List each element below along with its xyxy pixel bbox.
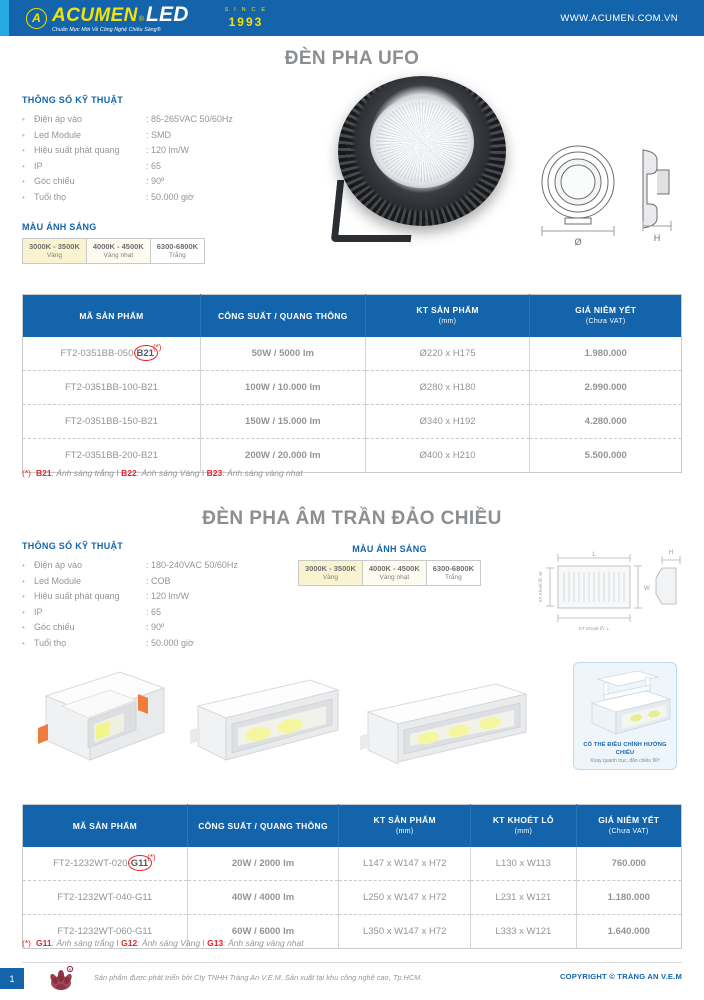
dimension-diagram-downlight [530, 546, 690, 641]
bullet-icon: • [22, 146, 25, 155]
footnote-ufo [22, 468, 303, 478]
spec-label: Hiệu suất phát quang [34, 145, 120, 155]
spec-value: : SMD [146, 129, 172, 140]
col-header-cutout: KT KHOÉT LỖ (mm) [471, 805, 576, 848]
section-title-downlight: ĐÈN PHA ÂM TRẦN ĐẢO CHIỀU [202, 508, 502, 529]
cct-name: Trắng [445, 574, 462, 581]
footnote-separator: I [116, 938, 119, 948]
footnote-separator: I [201, 468, 205, 478]
spec-row [22, 112, 233, 128]
spec-row [22, 159, 233, 175]
bullet-icon: • [22, 561, 25, 570]
header-accent-bar [0, 0, 9, 36]
footnote-code: B22 [121, 468, 137, 478]
product-photo-downlight-40w [186, 672, 346, 787]
spec-label: Led Module [34, 575, 82, 586]
cct-kelvin: 6300-6800K [156, 242, 199, 251]
spec-value: : 120 lm/W [146, 145, 190, 155]
footer-copyright: COPYRIGHT © TRÀNG AN V.E.M [559, 972, 682, 981]
cct-name: Vàng nhạt [103, 252, 134, 259]
cell-size: L350 x W147 x H72 [339, 915, 471, 949]
callout-subtitle: Xoay quanh trục, đảo chiều 90º [590, 758, 660, 764]
table-row [23, 847, 682, 881]
spec-value: : 50.000 giờ [146, 191, 194, 202]
dim-label-length: L [592, 552, 596, 558]
page-header [0, 0, 704, 36]
callout-title: CÓ THỂ ĐIỀU CHỈNH HƯỚNG CHIẾU [583, 742, 667, 756]
footnote-star: (*) [22, 468, 31, 478]
footnote-marker-icon: (*) [152, 343, 162, 352]
footer-divider [22, 962, 682, 963]
spec-row [22, 190, 233, 206]
bullet-icon: • [22, 607, 25, 617]
brand-led: LED [145, 2, 189, 26]
svg-text:R: R [68, 968, 72, 972]
table-row [23, 405, 682, 439]
dim-label-height: H [668, 550, 674, 556]
spec-value: : COB [146, 575, 171, 586]
brand-name: ACUMEN [52, 4, 138, 26]
spec-heading: THÔNG SỐ KỸ THUẬT [22, 541, 124, 551]
spec-value: : 180-240VAC 50/60Hz [146, 560, 238, 570]
col-header-power: CÔNG SUẤT / QUANG THÔNG [187, 805, 339, 848]
table-header-row [23, 805, 682, 848]
bullet-icon: • [22, 115, 25, 124]
dim-label-cut-width: KT Khoét lỗ: W [538, 571, 543, 603]
cell-size: Ø220 x H175 [365, 337, 530, 371]
spec-value: : 65 [146, 160, 162, 171]
spec-label: Led Module [34, 129, 82, 140]
cct-name: Vàng nhạt [379, 574, 410, 581]
cct-swatch-warm [298, 560, 363, 586]
cell-code: FT2-0351BB-050-B21(*) [23, 337, 201, 371]
footnote-code: G12 [121, 938, 138, 948]
cct-block-ufo [22, 222, 205, 264]
since-year: 1993 [228, 14, 264, 29]
cell-code: FT2-0351BB-150-B21 [23, 405, 201, 439]
brand-tagline: Chuẩn Mực Mới Về Công Nghệ Chiếu Sáng® [52, 26, 161, 33]
footnote-code: G11 [35, 938, 52, 948]
spec-label: IP [34, 160, 43, 171]
cct-kelvin: 4000K - 4500K [368, 564, 420, 573]
footnote-code: B21 [35, 468, 52, 478]
downlight-side-view [656, 568, 676, 604]
dim-label-cut-length: KT Khoét lỗ: L [578, 627, 610, 632]
cell-power: 40W / 4000 lm [187, 881, 339, 915]
spec-row [22, 589, 238, 605]
website-url[interactable]: WWW.ACUMEN.COM.VN [560, 12, 678, 24]
registered-mark: ® [138, 15, 144, 23]
cell-price: 4.280.000 [530, 405, 682, 439]
cell-power: 100W / 10.000 lm [200, 371, 365, 405]
spec-block-downlight [22, 541, 238, 651]
table-row [23, 371, 682, 405]
section-title-ufo: ĐÈN PHA UFO [284, 48, 420, 69]
product-table-downlight [22, 804, 682, 949]
table-row [23, 337, 682, 371]
cct-name: Vàng [46, 252, 63, 259]
cell-price: 760.000 [576, 847, 681, 881]
bullet-icon: • [22, 592, 25, 601]
spec-value: : 85-265VAC 50/60Hz [146, 114, 233, 124]
cct-kelvin: 3000K - 3500K [305, 564, 356, 573]
cct-block-downlight [298, 544, 481, 586]
footnote-desc: : Ánh sáng vàng nhạt [222, 468, 303, 478]
page-number: 1 [0, 968, 24, 989]
bullet-icon: • [22, 576, 25, 586]
cell-price: 5.500.000 [584, 450, 627, 461]
bullet-icon: • [22, 161, 25, 171]
cell-size: Ø400 x H210 [365, 439, 530, 473]
footnote-desc: : Ánh sáng trắng [51, 938, 114, 948]
product-photo-ufo [330, 68, 520, 258]
cell-code: FT2-1232WT-040-G11 [23, 881, 188, 915]
product-table-ufo [22, 294, 682, 473]
cct-swatch-warm [22, 238, 87, 264]
spec-row [22, 558, 238, 574]
spring-clip-left [38, 724, 48, 744]
spec-label: IP [34, 606, 43, 617]
table-header-row [23, 295, 682, 338]
footnote-marker-icon: (*) [147, 853, 156, 862]
footnote-code: G13 [207, 938, 224, 948]
product-photo-downlight-60w [358, 676, 533, 786]
spec-row [22, 636, 238, 652]
spec-row [22, 128, 233, 144]
col-header-price: GIÁ NIÊM YẾT (Chưa VAT) [576, 805, 681, 848]
spec-value: : 50.000 giờ [146, 637, 194, 648]
bullet-icon: • [22, 192, 25, 202]
cct-name: Trắng [169, 252, 186, 259]
ufo-lens [370, 96, 474, 188]
dim-label-diameter: Ø [574, 237, 582, 247]
cell-code: FT2-1232WT-020-G11(*) [23, 847, 188, 881]
cct-swatch-neutral [362, 560, 427, 586]
col-header-power: CÔNG SUẤT / QUANG THÔNG [200, 295, 365, 338]
col-header-price: GIÁ NIÊM YẾT (Chưa VAT) [530, 295, 682, 338]
spec-label: Điện áp vào [34, 560, 83, 570]
code-suffix-highlighted: B21 [136, 348, 154, 359]
footnote-desc: : Ánh sáng trắng [51, 468, 114, 478]
logo-letter: A [32, 11, 41, 25]
spec-block-ufo [22, 95, 233, 205]
spec-value: : 90º [146, 622, 165, 632]
col-header-size: KT SẢN PHẨM (mm) [339, 805, 471, 848]
spec-heading: THÔNG SỐ KỸ THUẬT [22, 95, 124, 105]
cct-swatch-neutral [86, 238, 151, 264]
spec-label: Góc chiếu [34, 176, 75, 186]
cct-heading: MÀU ÁNH SÁNG [352, 544, 427, 554]
cell-code: FT2-0351BB-200-B21 [23, 439, 201, 473]
cct-kelvin: 3000K - 3500K [29, 242, 80, 251]
bullet-icon: • [22, 130, 25, 140]
since-label: S I N C E [224, 7, 268, 14]
cell-cutout: L130 x W113 [471, 847, 576, 881]
cct-swatch-cool [150, 238, 205, 264]
spec-label: Góc chiếu [34, 622, 75, 632]
dim-label-width: W [644, 586, 650, 592]
since-badge [225, 8, 268, 28]
cell-price: 1.180.000 [576, 881, 681, 915]
cell-power: 60W / 6000 lm [187, 915, 339, 949]
cell-cutout: L333 x W121 [471, 915, 576, 949]
spec-row [22, 620, 238, 636]
footnote-downlight [22, 938, 304, 948]
footnote-separator: I [116, 468, 119, 478]
ufo-housing [338, 76, 506, 226]
dim-label-height: H [653, 233, 661, 243]
cct-kelvin: 6300-6800K [432, 564, 475, 573]
cell-power: 50W / 5000 lm [200, 337, 365, 371]
spec-row [22, 574, 238, 590]
cell-size: L147 x W147 x H72 [339, 847, 471, 881]
spec-row [22, 143, 233, 159]
footnote-desc: : Ánh sáng vàng nhạt [223, 938, 304, 948]
bullet-icon: • [22, 623, 25, 632]
spec-label: Hiệu suất phát quang [34, 591, 120, 601]
dimension-diagram-ufo [535, 140, 685, 255]
cell-price: 2.990.000 [530, 371, 682, 405]
cell-code: FT2-0351BB-100-B21 [23, 371, 201, 405]
col-header-code: MÃ SẢN PHẨM [23, 805, 188, 848]
cct-name: Vàng [322, 574, 339, 581]
footer-disclaimer: Sản phẩm được phát triển bởi Cty TNHH Tràng An V.E.M. Sản xuất tại khu công nghệ cao, Tp.HCM. [94, 973, 423, 982]
cct-heading: MÀU ÁNH SÁNG [22, 222, 97, 232]
cell-size: Ø280 x H180 [365, 371, 530, 405]
cell-price: 1.980.000 [530, 337, 682, 371]
col-header-code: MÃ SẢN PHẨM [23, 295, 201, 338]
cell-power: 200W / 20.000 lm [200, 439, 365, 473]
spec-label: Tuổi thọ [34, 637, 67, 648]
footnote-star: (*) [22, 938, 31, 948]
footnote-desc: : Ánh sáng Vàng [136, 468, 200, 478]
cct-kelvin: 4000K - 4500K [92, 242, 144, 251]
cell-power: 20W / 2000 lm [187, 847, 339, 881]
footnote-desc: : Ánh sáng Vàng [137, 938, 201, 948]
bullet-icon: • [22, 177, 25, 186]
spec-label: Tuổi thọ [34, 191, 67, 202]
cell-cutout: L231 x W121 [471, 881, 576, 915]
trang-an-lotus-logo [45, 963, 77, 995]
cell-power: 150W / 15.000 lm [200, 405, 365, 439]
cell-code: FT2-1232WT-060-G11 [23, 915, 188, 949]
spec-value: : 120 lm/W [146, 591, 190, 601]
code-suffix-highlighted: G11 [130, 858, 149, 869]
footnote-code: B23 [206, 468, 223, 478]
spec-row [22, 605, 238, 621]
product-photo-downlight-20w [28, 666, 178, 789]
brand-logo [26, 4, 267, 33]
spec-label: Điện áp vào [34, 114, 83, 124]
cct-swatch-cool [426, 560, 481, 586]
spec-value: : 90º [146, 176, 165, 186]
cell-price: 1.640.000 [607, 926, 650, 937]
cell-size: L250 x W147 x H72 [339, 881, 471, 915]
acumen-monogram-icon [26, 8, 47, 29]
cell-size: Ø340 x H192 [365, 405, 530, 439]
spec-value: : 65 [146, 606, 162, 617]
spec-row [22, 174, 233, 190]
bullet-icon: • [22, 638, 25, 648]
adjustable-direction-callout [573, 662, 677, 770]
table-row [23, 881, 682, 915]
col-header-size: KT SẢN PHẨM (mm) [365, 295, 530, 338]
footnote-separator: I [202, 938, 205, 948]
